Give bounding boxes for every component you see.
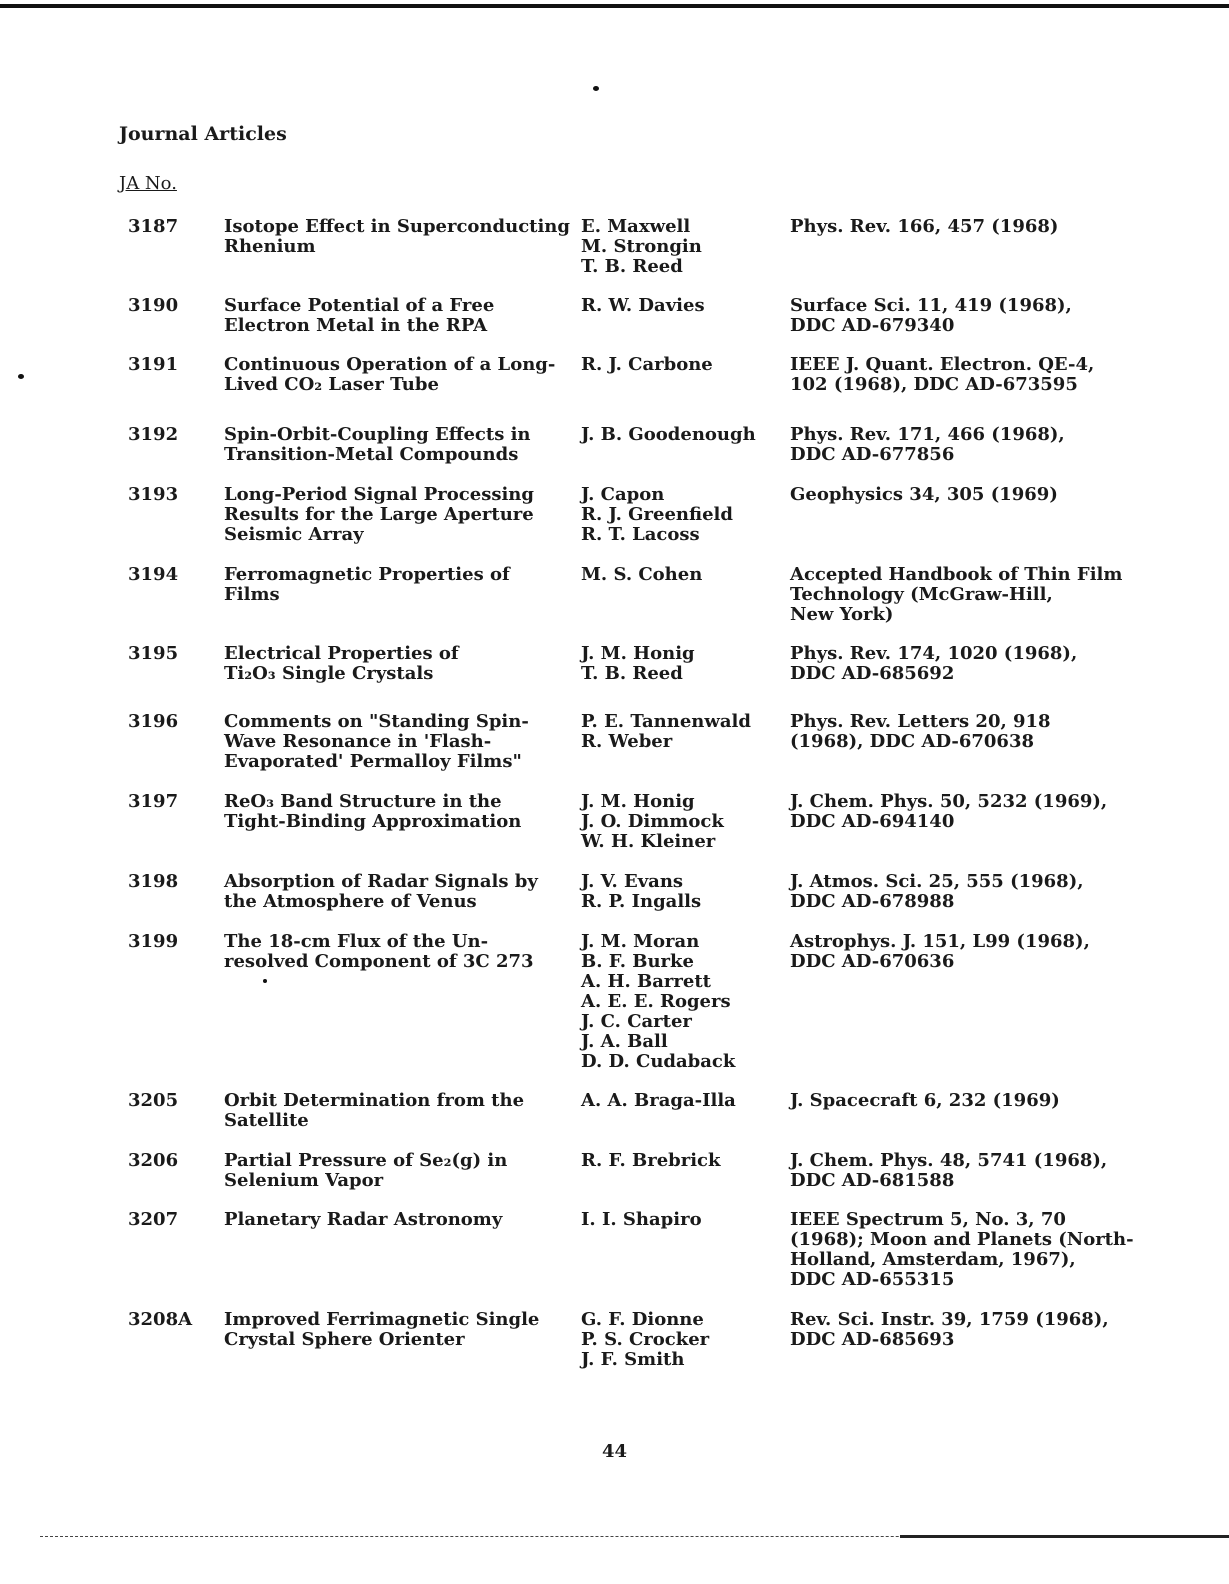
ja-number: 3193 [128,484,179,505]
article-authors [581,1310,781,1370]
article-authors [581,644,781,684]
title-line: The 18-cm Flux of the Un- [224,931,489,952]
author: R. Weber [581,731,673,752]
reference-line: Phys. Rev. 166, 457 (1968) [790,216,1059,237]
ja-number: 3191 [128,354,179,375]
reference-line: IEEE Spectrum 5, No. 3, 70 [790,1209,1066,1230]
author: E. Maxwell [581,216,691,237]
article-authors [581,1091,781,1111]
article-reference [790,485,1190,505]
article-title [224,1310,569,1350]
ja-number: 3197 [128,791,179,812]
title-line: Electrical Properties of [224,643,459,664]
article-authors [581,872,781,912]
reference-line: DDC AD-670636 [790,951,955,972]
article-reference [790,932,1190,972]
title-line: Continuous Operation of a Long- [224,354,556,375]
article-reference [790,355,1190,395]
author: A. E. E. Rogers [581,991,731,1012]
title-line: Wave Resonance in 'Flash- [224,731,492,752]
author: R. W. Davies [581,295,705,316]
author: J. Capon [581,484,665,505]
article-title [224,872,569,912]
reference-line: Geophysics 34, 305 (1969) [790,484,1058,505]
reference-line: DDC AD-694140 [790,811,955,832]
ja-number: 3208A [128,1309,193,1330]
reference-line: DDC AD-677856 [790,444,955,465]
speck [18,374,24,379]
article-authors [581,792,781,852]
author: J. V. Evans [581,871,684,892]
article-reference [790,217,1190,237]
article-reference [790,712,1190,752]
article-title [224,485,569,545]
article-reference [790,1091,1190,1111]
ja-number: 3199 [128,931,179,952]
ja-number: 3192 [128,424,179,445]
author: J. B. Goodenough [581,424,756,445]
author: J. F. Smith [581,1349,685,1370]
author: R. J. Greenfield [581,504,733,525]
article-authors [581,932,781,1072]
title-line: Comments on "Standing Spin- [224,711,529,732]
article-title [224,1091,569,1131]
title-line: Films [224,584,280,605]
author: D. D. Cudaback [581,1051,736,1072]
reference-line: Astrophys. J. 151, L99 (1968), [790,931,1090,952]
author: J. A. Ball [581,1031,668,1052]
author: T. B. Reed [581,256,683,277]
article-title [224,425,569,465]
author: R. T. Lacoss [581,524,700,545]
article-reference [790,872,1190,912]
reference-line: DDC AD-685692 [790,663,955,684]
article-reference [790,792,1190,832]
speck [263,979,267,983]
top-rule [0,4,1229,8]
article-authors [581,565,781,585]
page-number: 44 [601,1441,628,1462]
reference-line: Phys. Rev. 174, 1020 (1968), [790,643,1078,664]
reference-line: DDC AD-678988 [790,891,955,912]
title-line: the Atmosphere of Venus [224,891,477,912]
title-line: ReO₃ Band Structure in the [224,791,502,812]
title-line: Long-Period Signal Processing [224,484,534,505]
title-line: Spin-Orbit-Coupling Effects in [224,424,531,445]
reference-line: Phys. Rev. 171, 466 (1968), [790,424,1065,445]
title-line: Ti₂O₃ Single Crystals [224,663,434,684]
article-reference [790,1210,1190,1290]
reference-line: New York) [790,604,894,625]
author: A. H. Barrett [581,971,711,992]
ja-number: 3196 [128,711,179,732]
article-authors [581,485,781,545]
title-line: Improved Ferrimagnetic Single [224,1309,540,1330]
author: W. H. Kleiner [581,831,716,852]
title-line: Partial Pressure of Se₂(g) in [224,1150,508,1171]
title-line: Isotope Effect in Superconducting [224,216,570,237]
ja-number: 3206 [128,1150,179,1171]
title-line: Satellite [224,1110,309,1131]
article-title [224,932,569,972]
reference-line: IEEE J. Quant. Electron. QE-4, [790,354,1095,375]
reference-line: J. Spacecraft 6, 232 (1969) [790,1090,1060,1111]
ja-number: 3194 [128,564,179,585]
article-authors [581,712,781,752]
speck [593,86,599,91]
title-line: Orbit Determination from the [224,1090,525,1111]
article-title [224,792,569,832]
article-title [224,1210,569,1230]
author: R. P. Ingalls [581,891,702,912]
title-line: Evaporated' Permalloy Films" [224,751,522,772]
title-line: Ferromagnetic Properties of [224,564,510,585]
author: P. S. Crocker [581,1329,710,1350]
ja-number: 3205 [128,1090,179,1111]
article-authors [581,1151,781,1171]
reference-line: Technology (McGraw-Hill, [790,584,1053,605]
title-line: Surface Potential of a Free [224,295,495,316]
author: R. F. Brebrick [581,1150,721,1171]
author: P. E. Tannenwald [581,711,751,732]
title-line: Planetary Radar Astronomy [224,1209,503,1230]
column-header-ja-no: JA No. [119,173,177,194]
reference-line: Phys. Rev. Letters 20, 918 [790,711,1051,732]
author: B. F. Burke [581,951,694,972]
article-reference [790,644,1190,684]
title-line: Results for the Large Aperture [224,504,534,525]
article-authors [581,1210,781,1230]
title-line: Crystal Sphere Orienter [224,1329,465,1350]
title-line: Rhenium [224,236,316,257]
title-line: Selenium Vapor [224,1170,384,1191]
ja-number: 3190 [128,295,179,316]
author: J. C. Carter [581,1011,692,1032]
reference-line: (1968), DDC AD-670638 [790,731,1035,752]
author: T. B. Reed [581,663,683,684]
ja-number: 3198 [128,871,179,892]
reference-line: Accepted Handbook of Thin Film [790,564,1123,585]
ja-number: 3195 [128,643,179,664]
author: J. M. Moran [581,931,700,952]
title-line: Electron Metal in the RPA [224,315,488,336]
author: J. M. Honig [581,643,695,664]
reference-line: Surface Sci. 11, 419 (1968), [790,295,1072,316]
article-authors [581,355,781,375]
article-reference [790,565,1190,625]
article-reference [790,296,1190,336]
title-line: Transition-Metal Compounds [224,444,519,465]
article-reference [790,1151,1190,1191]
article-title [224,217,569,257]
bottom-rule [900,1535,1229,1538]
author: J. O. Dimmock [581,811,724,832]
reference-line: DDC AD-681588 [790,1170,955,1191]
author: J. M. Honig [581,791,695,812]
author: M. Strongin [581,236,702,257]
article-title [224,296,569,336]
title-line: Lived CO₂ Laser Tube [224,374,439,395]
reference-line: Holland, Amsterdam, 1967), [790,1249,1076,1270]
title-line: Seismic Array [224,524,364,545]
reference-line: J. Chem. Phys. 48, 5741 (1968), [790,1150,1108,1171]
article-title [224,565,569,605]
article-reference [790,425,1190,465]
article-title [224,644,569,684]
article-authors [581,425,781,445]
article-reference [790,1310,1190,1350]
reference-line: DDC AD-655315 [790,1269,955,1290]
article-authors [581,296,781,316]
author: M. S. Cohen [581,564,703,585]
reference-line: J. Chem. Phys. 50, 5232 (1969), [790,791,1108,812]
author: I. I. Shapiro [581,1209,702,1230]
author: R. J. Carbone [581,354,713,375]
title-line: resolved Component of 3C 273 [224,951,534,972]
article-title [224,355,569,395]
ja-number: 3187 [128,216,179,237]
reference-line: DDC AD-679340 [790,315,955,336]
article-authors [581,217,781,277]
ja-number: 3207 [128,1209,179,1230]
author: G. F. Dionne [581,1309,704,1330]
reference-line: (1968); Moon and Planets (North- [790,1229,1134,1250]
title-line: Tight-Binding Approximation [224,811,522,832]
reference-line: J. Atmos. Sci. 25, 555 (1968), [790,871,1084,892]
reference-line: Rev. Sci. Instr. 39, 1759 (1968), [790,1309,1109,1330]
title-line: Absorption of Radar Signals by [224,871,538,892]
reference-line: 102 (1968), DDC AD-673595 [790,374,1078,395]
author: A. A. Braga-Illa [581,1090,736,1111]
article-title [224,1151,569,1191]
reference-line: DDC AD-685693 [790,1329,955,1350]
section-title: Journal Articles [119,123,287,145]
article-title [224,712,569,772]
